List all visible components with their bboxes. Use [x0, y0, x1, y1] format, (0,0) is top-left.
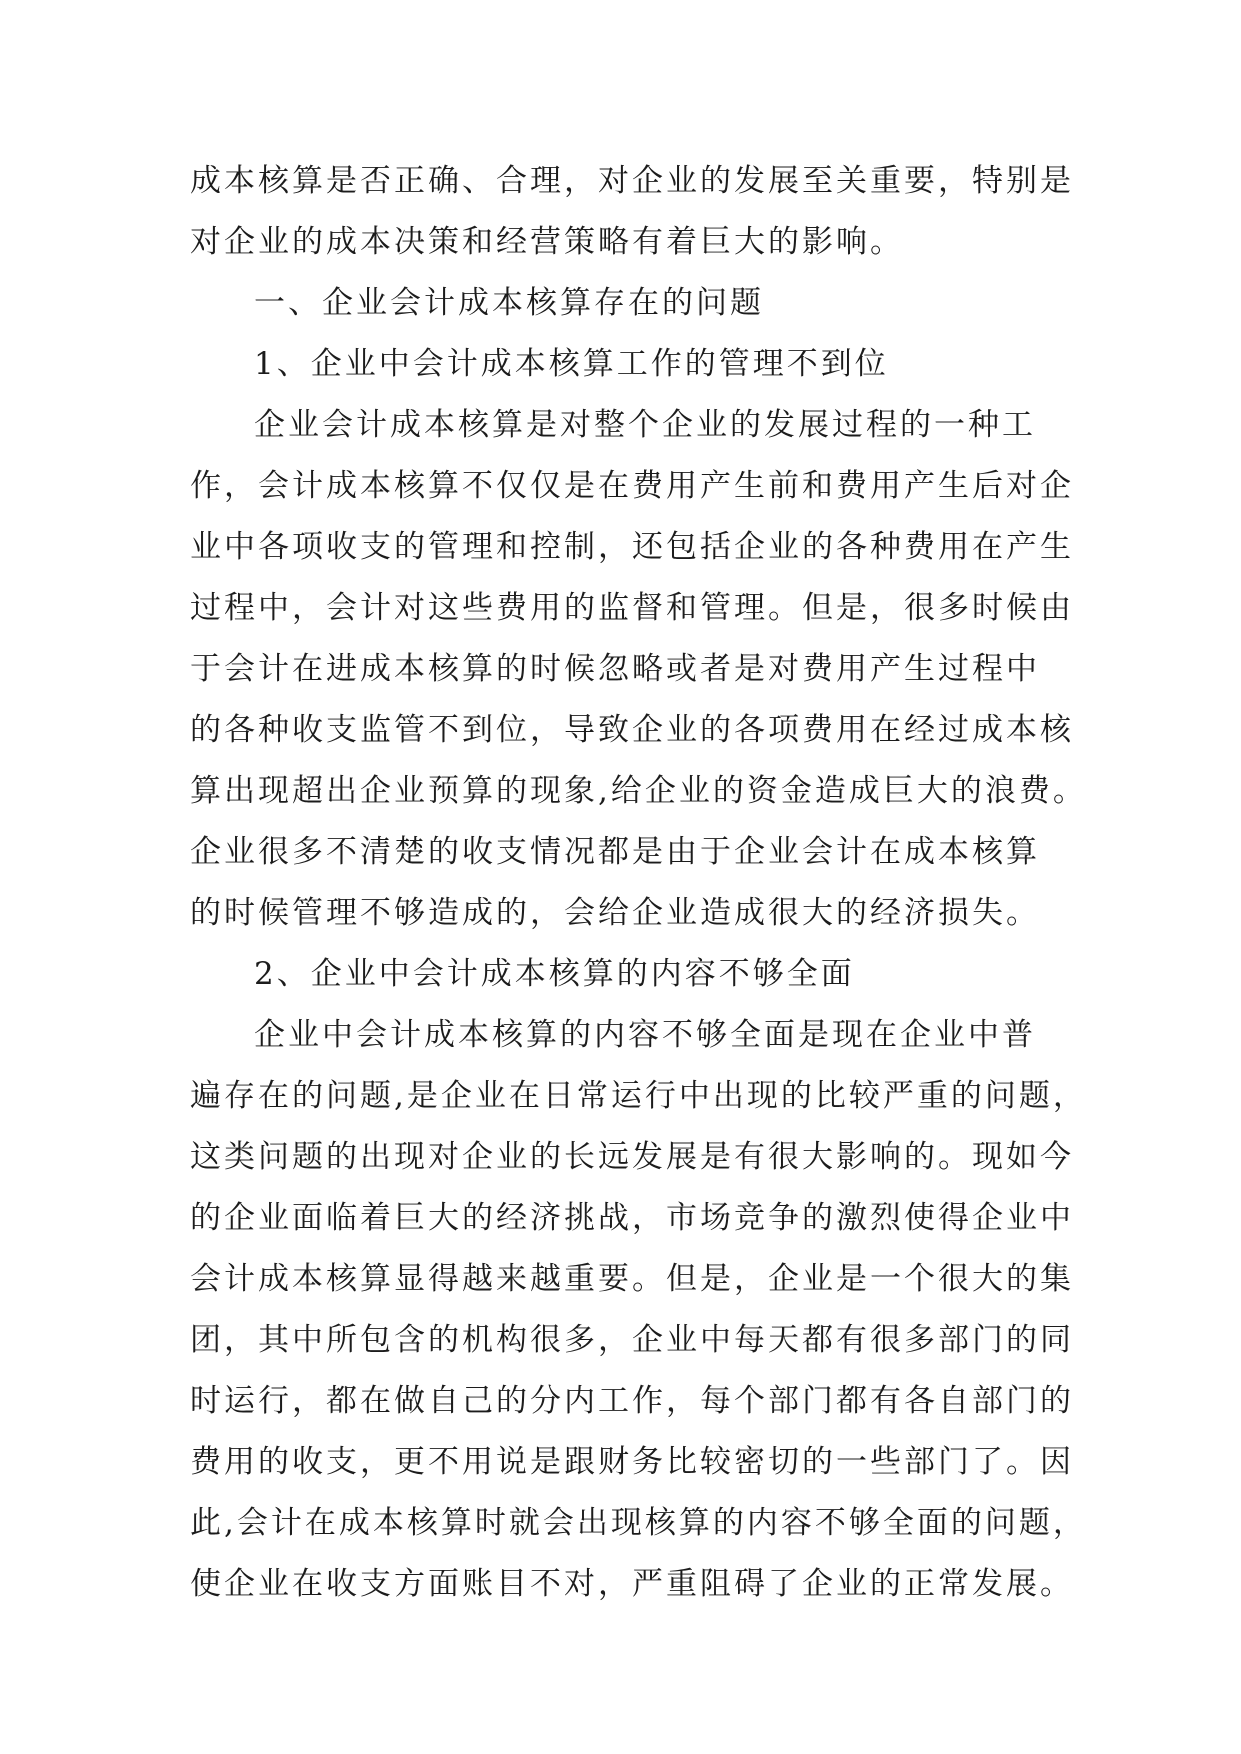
text-line: 业中各项收支的管理和控制，还包括企业的各种费用在产生 — [190, 529, 1074, 565]
text-line: 成本核算是否正确、合理，对企业的发展至关重要，特别是 — [190, 163, 1074, 199]
text-line: 会计成本核算显得越来越重要。但是，企业是一个很大的集 — [190, 1261, 1074, 1297]
text-line: 的各种收支监管不到位，导致企业的各项费用在经过成本核 — [190, 712, 1074, 748]
text-line: 使企业在收支方面账目不对，严重阻碍了企业的正常发展。 — [190, 1566, 1074, 1602]
text-line: 1、企业中会计成本核算工作的管理不到位 — [254, 346, 889, 382]
text-line: 这类问题的出现对企业的长远发展是有很大影响的。现如今 — [190, 1139, 1074, 1175]
document-body — [190, 151, 1087, 1615]
text-line: 一、企业会计成本核算存在的问题 — [254, 285, 764, 321]
text-line: 过程中，会计对这些费用的监督和管理。但是，很多时候由 — [190, 590, 1074, 626]
text-line: 2、企业中会计成本核算的内容不够全面 — [254, 956, 855, 992]
text-line: 对企业的成本决策和经营策略有着巨大的影响。 — [190, 224, 904, 260]
text-line: 于会计在进成本核算的时候忽略或者是对费用产生过程中 — [190, 651, 1040, 687]
text-line: 时运行，都在做自己的分内工作，每个部门都有各自部门的 — [190, 1383, 1074, 1419]
text-line: 企业很多不清楚的收支情况都是由于企业会计在成本核算 — [190, 834, 1040, 870]
text-line: 团，其中所包含的机构很多，企业中每天都有很多部门的同 — [190, 1322, 1074, 1358]
text-line: 的企业面临着巨大的经济挑战，市场竞争的激烈使得企业中 — [190, 1200, 1074, 1236]
text-line: 企业中会计成本核算的内容不够全面是现在企业中普 — [254, 1017, 1036, 1053]
text-line: 算出现超出企业预算的现象,给企业的资金造成巨大的浪费。 — [190, 773, 1087, 809]
text-line: 此,会计在成本核算时就会出现核算的内容不够全面的问题， — [190, 1505, 1087, 1541]
text-line: 费用的收支，更不用说是跟财务比较密切的一些部门了。因 — [190, 1444, 1074, 1480]
text-line: 的时候管理不够造成的，会给企业造成很大的经济损失。 — [190, 895, 1040, 931]
text-line: 作，会计成本核算不仅仅是在费用产生前和费用产生后对企 — [190, 468, 1074, 504]
text-line: 遍存在的问题,是企业在日常运行中出现的比较严重的问题， — [190, 1078, 1087, 1114]
text-line: 企业会计成本核算是对整个企业的发展过程的一种工 — [254, 407, 1036, 443]
